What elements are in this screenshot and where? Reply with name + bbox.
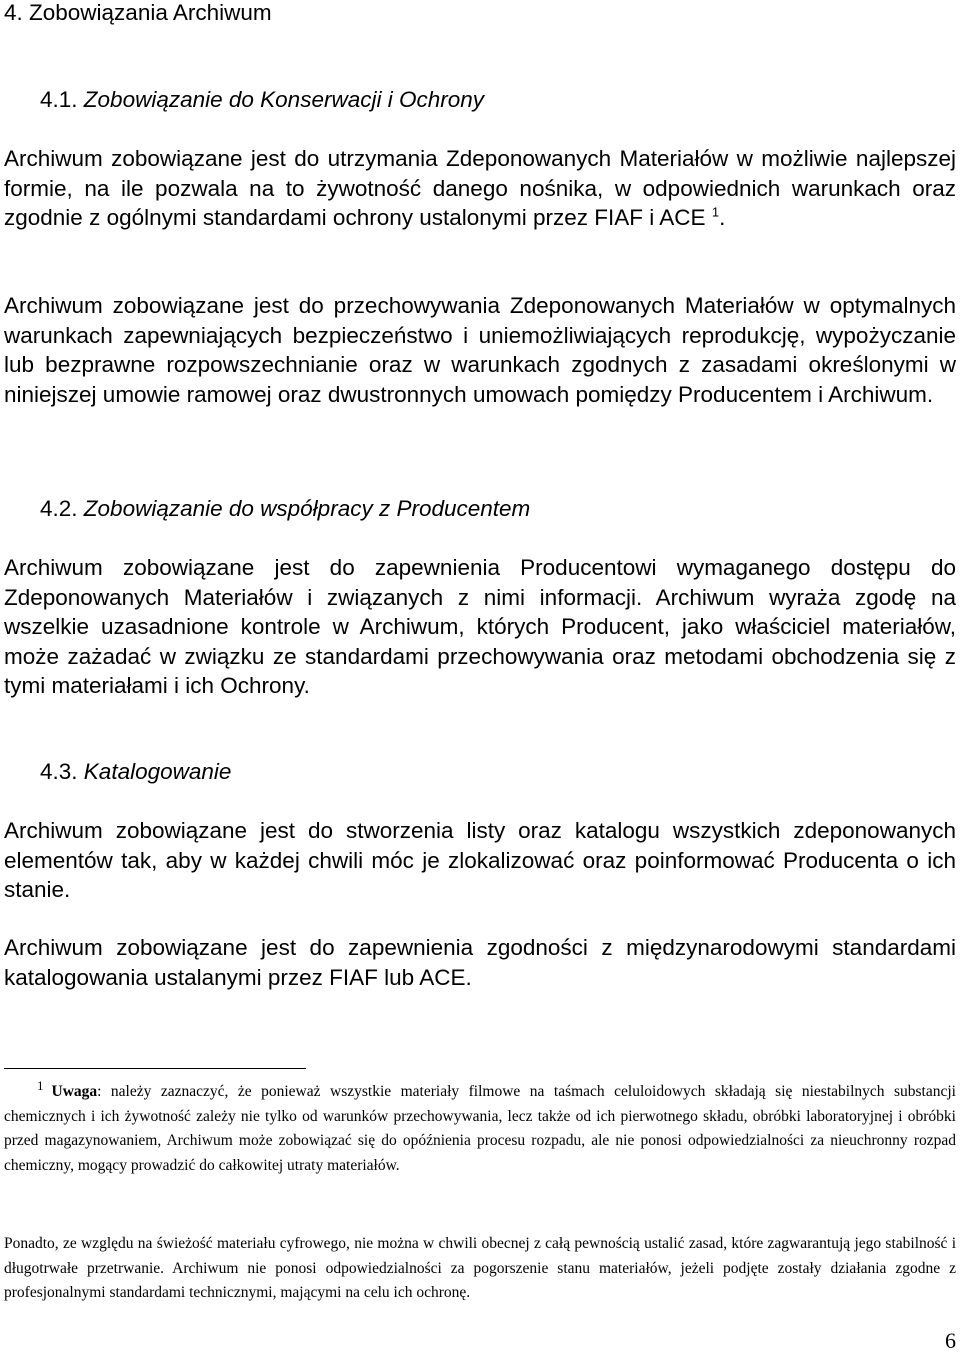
section-number: 4.2.	[40, 496, 78, 521]
footnote-label: Uwaga	[51, 1083, 98, 1100]
paragraph-storage: Archiwum zobowiązane jest do przechowywania Zdeponowanych Materiałów w optymalnych warunkach zapewniających bezpieczeństwo i uniemożliwiających reprodukcję, wypożyczanie lub bezprawne rozpowszechnianie oraz w warunkach zgodnych z zasadami określonymi w niniejszej umowie ramowej oraz dwustronnych umowach pomiędzy Producentem i Archiwum.	[4, 293, 956, 407]
paragraph-tail: .	[719, 205, 726, 230]
footnote-continuation: Ponadto, ze względu na świeżość materiału cyfrowego, nie można w chwili obecnej z całą pewnością ustalić zasad, które zagwarantują jego stabilność i długotrwałe przetrwanie. Archiwum nie ponosi odpowiedzialności za pogorszenie stanu materiałów, jeżeli podjęte zostały działania zgodne z profesjonalnymi standardami technicznymi, mającymi na celu ich ochronę.	[4, 1235, 956, 1301]
paragraph-catalog-list: Archiwum zobowiązane jest do stworzenia listy oraz katalogu wszystkich zdeponowanych elementów tak, aby w każdej chwili móc je zlokalizować oraz poinformować Producenta o ich stanie.	[4, 818, 956, 902]
section-number: 4.3.	[40, 759, 78, 784]
chapter-heading: 4. Zobowiązania Archiwum	[4, 0, 272, 25]
section-title: Zobowiązanie do współpracy z Producentem	[83, 496, 531, 521]
footnote-text: : należy zaznaczyć, że ponieważ wszystkie materiały filmowe na taśmach celuloidowych składają się niestabilnych substancji chemicznych i ich żywotność zależy nie tylko od warunków przechowywania, lecz także od ich pierwotnego składu, obróbki laboratoryjnej i obróbki przed magazynowaniem, Archiwum może zobowiązać się do opóźnienia procesu rozpadu, ale nie ponosi odpowiedzialności za nieuchronny rozpad chemiczny, mogący prowadzić do całkowitej utraty materiałów.	[4, 1083, 956, 1174]
footnote-divider	[4, 1068, 306, 1069]
section-heading-4-2	[40, 495, 530, 523]
paragraph-preservation	[4, 144, 956, 233]
footnote-marker: 1	[37, 1077, 44, 1093]
footnote-reference: 1	[711, 204, 720, 220]
section-title: Zobowiązanie do Konserwacji i Ochrony	[83, 87, 484, 112]
paragraph-text: Archiwum zobowiązane jest do utrzymania Zdeponowanych Materiałów w możliwie najlepszej formie, na ile pozwala na to żywotność danego nośnika, w odpowiednich warunkach oraz zgodnie z ogólnymi standardami ochrony ustalonymi przez FIAF i ACE	[4, 146, 956, 230]
section-heading-4-3	[40, 758, 231, 786]
paragraph-cooperation: Archiwum zobowiązane jest do zapewnienia Producentowi wymaganego dostępu do Zdeponowanych Materiałów i związanych z nimi informacji. Archiwum wyraża zgodę na wszelkie uzasadnione kontrole w Archiwum, których Producent, jako właściciel materiałów, może zażadać w związku ze standardami przechowywania oraz metodami obchodzenia się z tymi materiałami i ich Ochrony.	[4, 555, 956, 698]
page-number: 6	[945, 1328, 956, 1353]
section-heading-4-1	[40, 86, 484, 114]
section-number: 4.1.	[40, 87, 78, 112]
paragraph-catalog-standards: Archiwum zobowiązane jest do zapewnienia zgodności z międzynarodowymi standardami katalogowania ustalanymi przez FIAF lub ACE.	[4, 935, 956, 990]
footnote-1	[4, 1077, 956, 1178]
section-title: Katalogowanie	[83, 759, 232, 784]
